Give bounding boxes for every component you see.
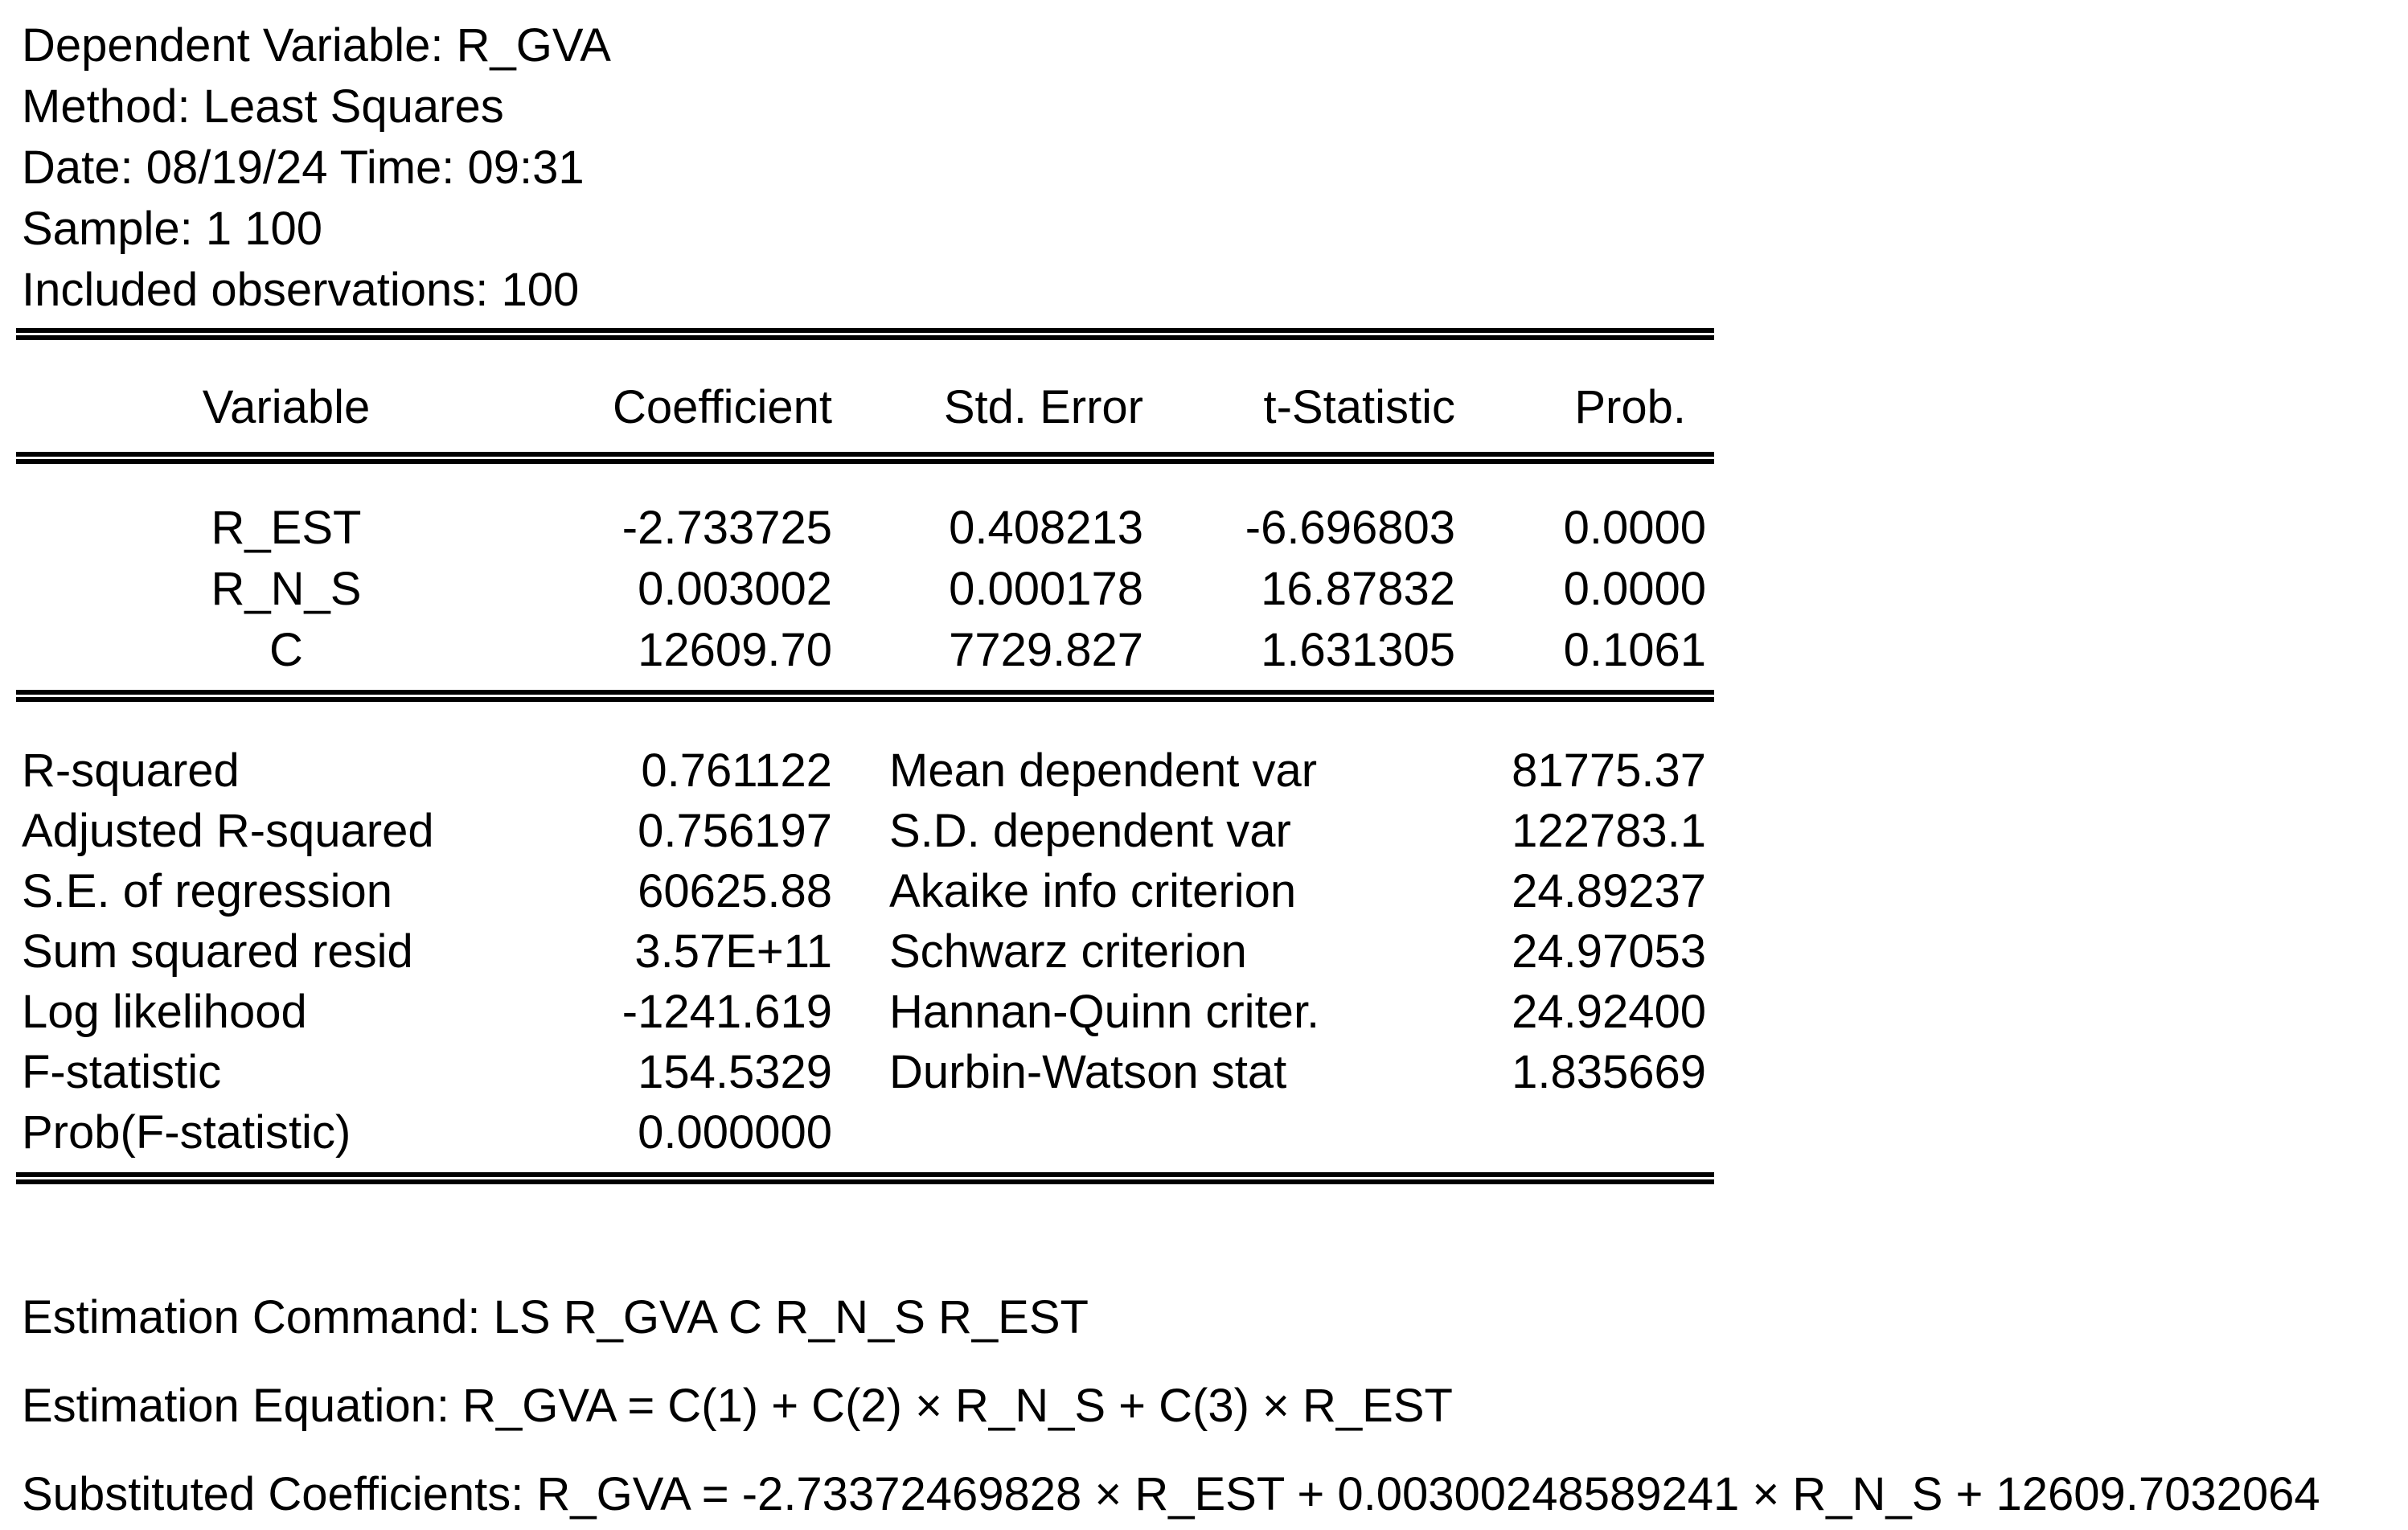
stat-value: 3.57E+11 bbox=[634, 925, 832, 978]
stat-label: Schwarz criterion bbox=[889, 925, 1247, 978]
substituted-coefficients: Substituted Coefficients: R_GVA = -2.73372469828 × R_EST + 0.00300248589241 × R_N_S + 12609.7032064 bbox=[22, 1468, 2320, 1520]
row-variable: R_N_S bbox=[211, 563, 362, 615]
row-coefficient: -2.733725 bbox=[621, 502, 832, 554]
stat-value: 0.000000 bbox=[638, 1106, 832, 1159]
row-t-statistic: 1.631305 bbox=[1261, 624, 1455, 676]
stat-label: Hannan-Quinn criter. bbox=[889, 986, 1320, 1038]
dependent-variable-label: Dependent Variable: R_GVA bbox=[22, 19, 611, 72]
row-variable: R_EST bbox=[211, 502, 362, 554]
stat-value: 81775.37 bbox=[1512, 744, 1706, 797]
stat-value: -1241.619 bbox=[621, 986, 832, 1038]
stat-label: Mean dependent var bbox=[889, 744, 1318, 797]
row-t-statistic: -6.696803 bbox=[1245, 502, 1455, 554]
method-label: Method: Least Squares bbox=[22, 80, 504, 133]
row-coefficient: 0.003002 bbox=[638, 563, 832, 615]
col-header-t-statistic: t-Statistic bbox=[1263, 381, 1455, 433]
col-header-variable: Variable bbox=[202, 381, 371, 433]
sample-label: Sample: 1 100 bbox=[22, 203, 323, 255]
row-std-error: 0.408213 bbox=[949, 502, 1143, 554]
table-bottom-rule bbox=[16, 1172, 1714, 1184]
row-t-statistic: 16.87832 bbox=[1261, 563, 1455, 615]
stat-value: 60625.88 bbox=[638, 865, 832, 917]
table-top-rule bbox=[16, 328, 1714, 340]
stat-label: S.D. dependent var bbox=[889, 805, 1291, 857]
stat-value: 24.92400 bbox=[1512, 986, 1706, 1038]
stat-label: R-squared bbox=[22, 744, 240, 797]
stat-value: 24.89237 bbox=[1512, 865, 1706, 917]
stat-value: 24.97053 bbox=[1512, 925, 1706, 978]
row-std-error: 0.000178 bbox=[949, 563, 1143, 615]
stat-label: Sum squared resid bbox=[22, 925, 413, 978]
stat-label: Log likelihood bbox=[22, 986, 307, 1038]
stat-value: 0.756197 bbox=[638, 805, 832, 857]
col-header-std-error: Std. Error bbox=[943, 381, 1143, 433]
row-std-error: 7729.827 bbox=[949, 624, 1143, 676]
stat-label: F-statistic bbox=[22, 1046, 222, 1098]
row-prob: 0.0000 bbox=[1563, 563, 1706, 615]
stat-label: Prob(F-statistic) bbox=[22, 1106, 351, 1159]
date-time-label: Date: 08/19/24 Time: 09:31 bbox=[22, 142, 585, 194]
col-header-prob: Prob. bbox=[1574, 381, 1686, 433]
estimation-equation: Estimation Equation: R_GVA = C(1) + C(2) × R_N_S + C(3) × R_EST bbox=[22, 1380, 1453, 1432]
stat-value: 122783.1 bbox=[1512, 805, 1706, 857]
row-prob: 0.1061 bbox=[1563, 624, 1706, 676]
table-header-rule bbox=[16, 452, 1714, 464]
row-variable: C bbox=[269, 624, 303, 676]
stat-label: S.E. of regression bbox=[22, 865, 392, 917]
stat-label: Durbin-Watson stat bbox=[889, 1046, 1287, 1098]
included-observations-label: Included observations: 100 bbox=[22, 264, 580, 316]
stat-value: 0.761122 bbox=[641, 744, 832, 797]
stat-label: Akaike info criterion bbox=[889, 865, 1297, 917]
stat-value: 1.835669 bbox=[1512, 1046, 1706, 1098]
row-coefficient: 12609.70 bbox=[638, 624, 832, 676]
stat-value: 154.5329 bbox=[638, 1046, 832, 1098]
row-prob: 0.0000 bbox=[1563, 502, 1706, 554]
col-header-coefficient: Coefficient bbox=[613, 381, 832, 433]
stat-label: Adjusted R-squared bbox=[22, 805, 434, 857]
table-body-rule bbox=[16, 690, 1714, 702]
estimation-command: Estimation Command: LS R_GVA C R_N_S R_EST bbox=[22, 1291, 1089, 1343]
